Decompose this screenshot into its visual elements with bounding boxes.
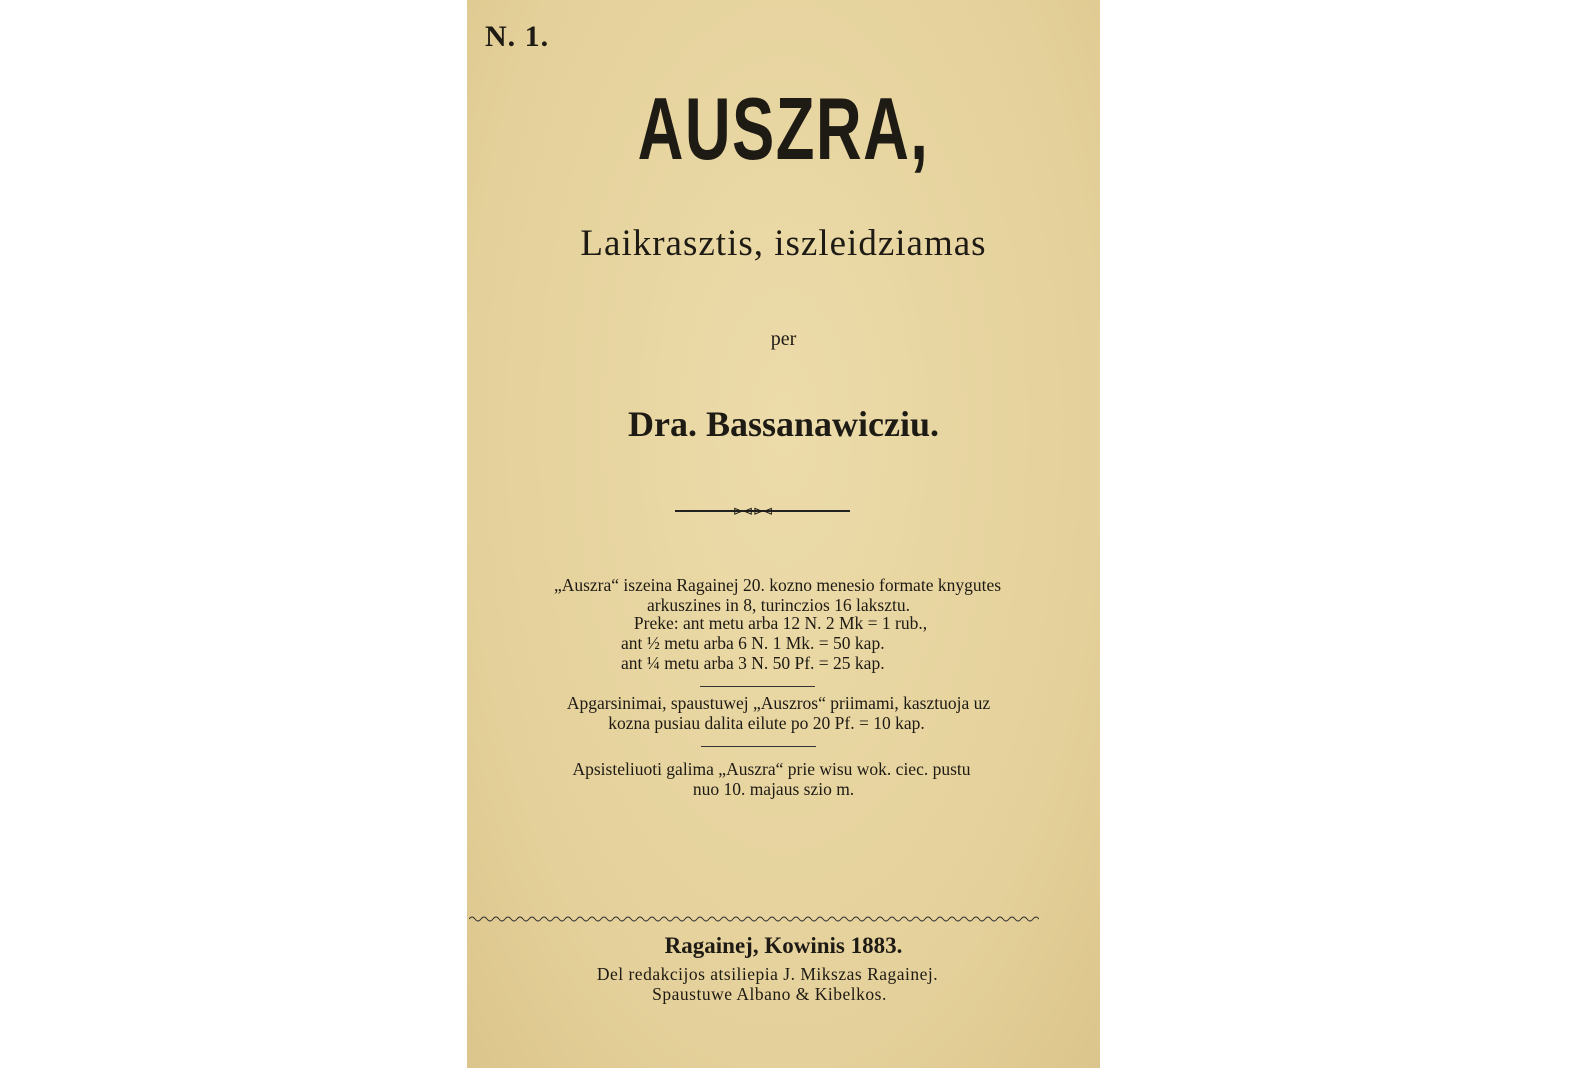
ads-line: Apgarsinimai, spaustuwej „Auszros“ priimami, kasztuoja uz [566, 693, 991, 713]
author: Dra. Bassanawicziu. [627, 404, 939, 444]
divider [700, 686, 815, 687]
info-line: ant ½ metu arba 6 N. 1 Mk. = 50 kap. [621, 633, 885, 653]
printer-line: Spaustuwe Albano & Kibelkos. [652, 984, 887, 1004]
info-line: „Auszra“ iszeina Ragainej 20. kozno menesio formate knygutes [553, 575, 1002, 595]
divider [701, 746, 816, 747]
editor-line: Del redakcijos atsiliepia J. Mikszas Ragainej. [596, 964, 939, 984]
newspaper-title: AUSZRA, [637, 79, 930, 178]
ads-line: kozna pusiau dalita eilute po 20 Pf. = 10 kap. [608, 713, 925, 733]
per-label: per [770, 328, 797, 350]
issue-number: N. 1. [485, 20, 550, 53]
info-line: ant ¼ metu arba 3 N. 50 Pf. = 25 kap. [621, 653, 885, 673]
info-line: arkuszines in 8, turinczios 16 laksztu. [647, 595, 910, 615]
subscribe-line: nuo 10. majaus szio m. [692, 779, 855, 799]
ornament-divider: ⊳⊲⊳⊲ [675, 510, 850, 516]
title-page [467, 0, 1100, 1068]
wavy-rule [469, 914, 1039, 924]
place-date: Ragainej, Kowinis 1883. [664, 933, 903, 958]
subtitle: Laikrasztis, iszleidziamas [580, 223, 987, 264]
info-line: Preke: ant metu arba 12 N. 2 Mk = 1 rub., [633, 613, 928, 633]
subscribe-line: Apsisteliuoti galima „Auszra“ prie wisu wok. ciec. pustu [572, 759, 971, 779]
